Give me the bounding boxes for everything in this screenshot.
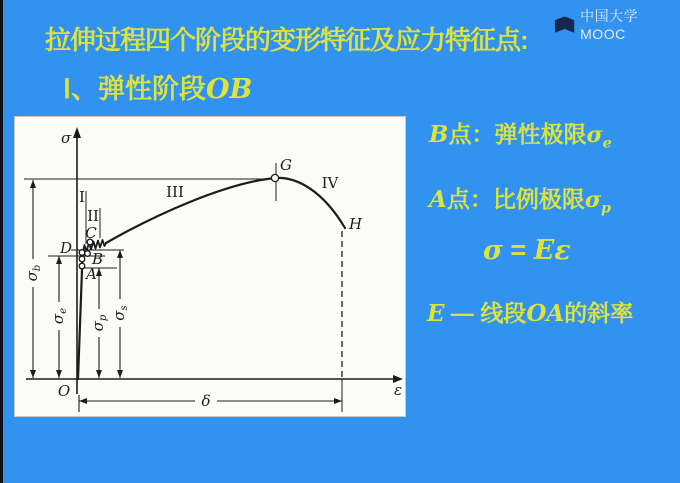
stress-strain-diagram — [15, 117, 405, 416]
stage-2-label: II — [87, 207, 99, 225]
point-C-label: C — [85, 224, 97, 242]
sigma-s-subscript: s — [119, 305, 130, 311]
sigma-e-inline-sub: e — [602, 135, 612, 152]
point-B-label: B — [92, 250, 104, 268]
point-G-label: G — [280, 156, 292, 174]
stress-strain-curve — [78, 178, 345, 379]
point-D2-marker — [85, 251, 91, 257]
sigma-axis-arrowhead — [73, 127, 81, 138]
slope-OA: OA — [526, 300, 565, 327]
sigma-e-label — [49, 308, 69, 324]
delta-label: δ — [201, 392, 211, 410]
note-b-body: 点：弹性极限 — [448, 121, 587, 147]
epsilon-axis-label: ε — [394, 381, 403, 399]
point-G-marker — [271, 174, 278, 181]
note-proportional-limit — [429, 181, 611, 217]
stage-3-label: III — [166, 183, 184, 201]
note-a-lead: A — [429, 186, 447, 213]
stress-strain-diagram-panel — [14, 116, 406, 417]
section-heading-math: OB — [205, 74, 253, 105]
note-b-lead: B — [429, 121, 449, 148]
formula-E: E — [533, 235, 555, 266]
slope-post: 的斜率 — [564, 300, 634, 326]
point-B-marker — [79, 256, 85, 262]
formula-equals: = — [502, 235, 534, 265]
sigma-b-label — [23, 265, 43, 282]
slope-dash: — — [444, 300, 481, 326]
hookes-law-formula — [483, 235, 571, 266]
delta-right-arrowhead — [334, 398, 342, 404]
slope-lead: E — [427, 300, 445, 327]
sigma-e-inline: σ — [586, 122, 603, 148]
delta-left-arrowhead — [79, 398, 87, 404]
stage-1-label: I — [79, 188, 85, 206]
sigma-s-label — [110, 305, 130, 320]
section-heading — [63, 67, 252, 106]
formula-epsilon: ε — [554, 235, 571, 266]
sigma-p-subscript: p — [98, 314, 109, 322]
point-D-label: D — [59, 239, 73, 257]
stage-4-label: IV — [321, 174, 339, 192]
point-D-marker — [79, 250, 85, 256]
slope-pre: 线段 — [480, 300, 527, 326]
sigma-b-subscript: b — [32, 264, 43, 272]
sigma-b-symbol: σ — [23, 271, 41, 282]
note-slope — [427, 295, 633, 328]
sigma-p-symbol: σ — [89, 321, 107, 332]
sigma-s-symbol: σ — [110, 310, 128, 321]
origin-label: O — [57, 382, 71, 400]
sigma-p-inline-sub: p — [601, 200, 611, 217]
section-heading-text: Ⅰ、弹性阶段 — [63, 74, 206, 104]
note-a-body: 点：比例极限 — [446, 186, 585, 212]
sigma-p-inline: σ — [584, 187, 602, 213]
point-A-label: A — [86, 265, 97, 283]
point-H-label: H — [349, 215, 363, 233]
note-elastic-limit — [429, 116, 612, 152]
sigma-p-label — [89, 314, 109, 331]
page-title: 拉伸过程四个阶段的变形特征及应力特征点: — [45, 25, 528, 55]
logo-label: 中国大学MOOC — [580, 8, 639, 42]
frame-left-edge — [0, 0, 3, 483]
point-A-marker — [79, 263, 85, 269]
sigma-e-symbol: σ — [49, 313, 67, 325]
formula-sigma: σ — [483, 235, 503, 266]
sigma-axis-label: σ — [61, 129, 72, 147]
sigma-e-subscript: e — [58, 307, 69, 314]
